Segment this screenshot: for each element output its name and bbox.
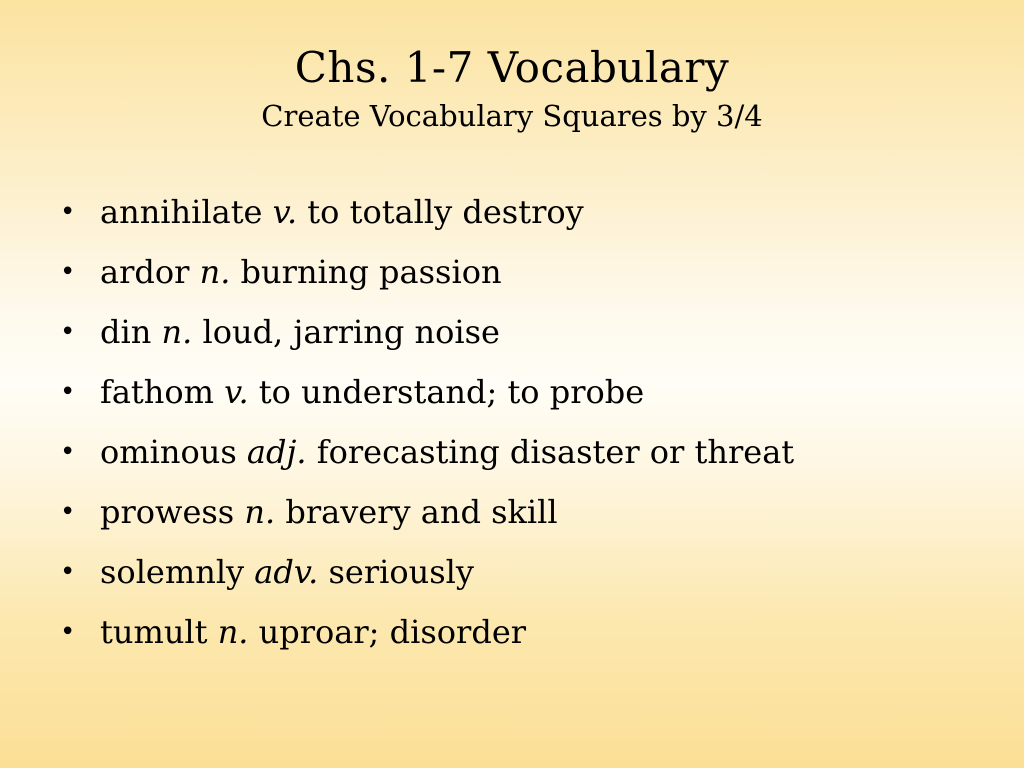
vocab-definition: to understand; to probe (258, 373, 645, 411)
vocab-item-ominous (60, 422, 1000, 482)
part-of-speech: n. (199, 253, 231, 291)
bullet-icon: • (60, 197, 76, 227)
vocab-item-tumult (60, 602, 1000, 662)
vocabulary-list (60, 182, 1000, 662)
vocab-definition: forecasting disaster or threat (316, 433, 795, 471)
vocab-item-fathom (60, 362, 1000, 422)
vocab-item-prowess (60, 482, 1000, 542)
vocab-definition: bravery and skill (285, 493, 558, 531)
bullet-icon: • (60, 257, 76, 287)
part-of-speech: v. (224, 373, 249, 411)
vocab-word: ominous (100, 433, 237, 471)
bullet-icon: • (60, 617, 76, 647)
vocab-definition: seriously (328, 553, 474, 591)
part-of-speech: adj. (246, 433, 307, 471)
vocab-word: solemnly (100, 553, 245, 591)
vocab-word: din (100, 313, 152, 351)
bullet-icon: • (60, 317, 76, 347)
bullet-icon: • (60, 437, 76, 467)
vocab-definition: to totally destroy (307, 193, 584, 231)
bullet-icon: • (60, 497, 76, 527)
vocab-word: tumult (100, 613, 208, 651)
vocab-word: fathom (100, 373, 214, 411)
vocab-item-solemnly (60, 542, 1000, 602)
vocab-definition: loud, jarring noise (202, 313, 500, 351)
slide-subtitle: Create Vocabulary Squares by 3/4 (261, 99, 763, 133)
vocab-item-ardor (60, 242, 1000, 302)
vocab-definition: uproar; disorder (258, 613, 527, 651)
part-of-speech: n. (244, 493, 276, 531)
slide-title: Chs. 1-7 Vocabulary (294, 43, 730, 92)
vocab-item-din (60, 302, 1000, 362)
bullet-icon: • (60, 377, 76, 407)
vocab-word: prowess (100, 493, 235, 531)
vocab-word: ardor (100, 253, 190, 291)
vocab-word: annihilate (100, 193, 263, 231)
title-block (0, 40, 1024, 136)
part-of-speech: v. (272, 193, 298, 231)
part-of-speech: n. (161, 313, 193, 351)
part-of-speech: adv. (254, 553, 319, 591)
bullet-icon: • (60, 557, 76, 587)
part-of-speech: n. (217, 613, 249, 651)
vocab-definition: burning passion (240, 253, 502, 291)
vocab-item-annihilate (60, 182, 1000, 242)
